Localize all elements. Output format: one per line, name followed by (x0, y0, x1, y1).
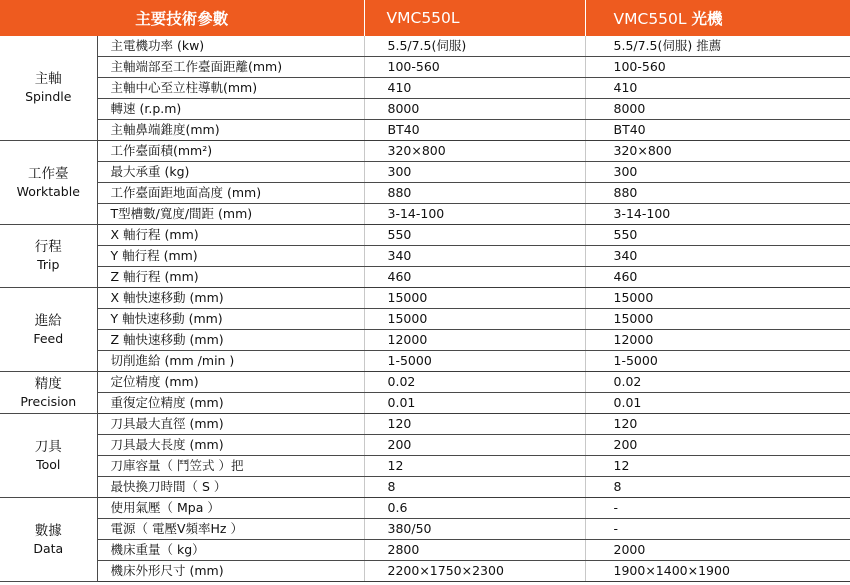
spec-item-name: Z 軸行程 (mm) (97, 267, 364, 288)
model-1-value: 8000 (364, 99, 585, 120)
model-1-header: VMC550L (364, 0, 585, 36)
table-row (0, 99, 850, 120)
model-2-value: - (585, 519, 850, 540)
model-2-value: 8000 (585, 99, 850, 120)
table-row (0, 456, 850, 477)
model-1-value: 320×800 (364, 141, 585, 162)
table-row (0, 267, 850, 288)
group-label (0, 225, 97, 288)
spec-item-name: 刀具最大直徑 (mm) (97, 414, 364, 435)
model-2-value: 880 (585, 183, 850, 204)
model-2-value: 1-5000 (585, 351, 850, 372)
group-label-en: Worktable (16, 183, 80, 199)
model-1-value: 340 (364, 246, 585, 267)
group-label-en: Trip (37, 257, 60, 272)
model-2-value: 0.01 (585, 393, 850, 414)
model-2-suffix: 光機 (691, 10, 723, 28)
model-1-value: 0.02 (364, 372, 585, 393)
group-label-zh: 行程 (34, 239, 62, 255)
group-label (0, 372, 97, 414)
spec-item-name: 主軸端部至工作臺面距離(mm) (97, 57, 364, 78)
group-label (0, 288, 97, 372)
table-row (0, 372, 850, 393)
table-row (0, 435, 850, 456)
group-label-zh: 主軸 (34, 71, 62, 87)
model-2-value: 12 (585, 456, 850, 477)
group-label-en: Spindle (25, 89, 72, 104)
table-title: 主要技術參數 (0, 0, 364, 36)
group-label-en: Tool (36, 456, 61, 472)
table-row (0, 414, 850, 435)
model-2-value: 200 (585, 435, 850, 456)
spec-item-name: 刀庫容量（ 鬥笠式 ）把 (97, 456, 364, 477)
table-row (0, 561, 850, 582)
model-1-value: 8 (364, 477, 585, 498)
model-1-value: 1-5000 (364, 351, 585, 372)
model-2-value: 460 (585, 267, 850, 288)
group-label-zh: 精度 (34, 375, 62, 392)
model-2-value: 15000 (585, 288, 850, 309)
spec-item-name: 工作臺面距地面高度 (mm) (97, 183, 364, 204)
model-2-value: 100-560 (585, 57, 850, 78)
model-2-value: 15000 (585, 309, 850, 330)
model-1-value: 300 (364, 162, 585, 183)
table-row (0, 288, 850, 309)
model-1-value: 200 (364, 435, 585, 456)
model-2-value: 410 (585, 78, 850, 99)
model-1-value: 15000 (364, 309, 585, 330)
model-1-value: 0.01 (364, 393, 585, 414)
table-row (0, 393, 850, 414)
table-row (0, 309, 850, 330)
model-2-value: 8 (585, 477, 850, 498)
spec-item-name: Z 軸快速移動 (mm) (97, 330, 364, 351)
model-2-value: - (585, 498, 850, 519)
table-row (0, 120, 850, 141)
spec-item-name: 最大承重 (kg) (97, 162, 364, 183)
spec-table-header (0, 0, 850, 36)
model-1-value: 2800 (364, 540, 585, 561)
spec-item-name: 主軸鼻端錐度(mm) (97, 120, 364, 141)
spec-item-name: Y 軸行程 (mm) (97, 246, 364, 267)
table-row (0, 330, 850, 351)
spec-item-name: 轉速 (r.p.m) (97, 99, 364, 120)
table-row (0, 351, 850, 372)
table-row (0, 477, 850, 498)
spec-item-name: 電源（ 電壓V頻率Hz ） (97, 519, 364, 540)
table-row (0, 519, 850, 540)
model-1-value: 5.5/7.5(伺服) (364, 36, 585, 57)
spec-item-name: 切削進給 (mm /min ) (97, 351, 364, 372)
model-1-value: 15000 (364, 288, 585, 309)
group-label-zh: 刀具 (34, 438, 62, 455)
table-row (0, 183, 850, 204)
group-label-zh: 工作臺 (28, 165, 69, 182)
model-2-value: 3-14-100 (585, 204, 850, 225)
spec-item-name: 機床重量（ kg） (97, 540, 364, 561)
model-2-name: VMC550L (613, 10, 692, 28)
model-2-value: 1900×1400×1900 (585, 561, 850, 582)
spec-item-name: 主軸中心至立柱導軌(mm) (97, 78, 364, 99)
model-2-value: 120 (585, 414, 850, 435)
model-2-value: 0.02 (585, 372, 850, 393)
group-label-en: Data (33, 540, 64, 556)
model-1-value: 410 (364, 78, 585, 99)
model-1-value: 12000 (364, 330, 585, 351)
table-row (0, 204, 850, 225)
group-label (0, 414, 97, 498)
spec-item-name: 機床外形尺寸 (mm) (97, 561, 364, 582)
table-row (0, 162, 850, 183)
table-row (0, 57, 850, 78)
spec-item-name: 重復定位精度 (mm) (97, 393, 364, 414)
model-1-value: 380/50 (364, 519, 585, 540)
spec-item-name: 主電機功率 (kw) (97, 36, 364, 57)
table-row (0, 498, 850, 519)
table-row (0, 540, 850, 561)
model-1-value: BT40 (364, 120, 585, 141)
spec-item-name: 工作臺面積(mm²) (97, 141, 364, 162)
spec-item-name: 定位精度 (mm) (97, 372, 364, 393)
table-row (0, 36, 850, 57)
model-2-value: BT40 (585, 120, 850, 141)
spec-item-name: X 軸行程 (mm) (97, 225, 364, 246)
model-2-value: 300 (585, 162, 850, 183)
spec-item-name: T型槽數/寬度/間距 (mm) (97, 204, 364, 225)
model-1-value: 12 (364, 456, 585, 477)
model-2-value: 5.5/7.5(伺服) 推薦 (585, 36, 850, 57)
model-1-value: 2200×1750×2300 (364, 561, 585, 582)
table-row (0, 141, 850, 162)
model-1-value: 3-14-100 (364, 204, 585, 225)
group-label-en: Precision (20, 393, 77, 409)
model-2-value: 2000 (585, 540, 850, 561)
group-label-en: Feed (33, 330, 64, 346)
model-2-header (585, 0, 850, 36)
model-1-value: 120 (364, 414, 585, 435)
group-label-zh: 數據 (34, 522, 62, 539)
spec-item-name: X 軸快速移動 (mm) (97, 288, 364, 309)
model-1-value: 0.6 (364, 498, 585, 519)
model-2-value: 320×800 (585, 141, 850, 162)
group-label-zh: 進給 (34, 312, 62, 329)
model-1-value: 100-560 (364, 57, 585, 78)
model-2-value: 340 (585, 246, 850, 267)
table-row (0, 246, 850, 267)
spec-item-name: 使用氣壓（ Mpa ） (97, 498, 364, 519)
model-2-value: 12000 (585, 330, 850, 351)
model-1-value: 550 (364, 225, 585, 246)
spec-table-body (0, 36, 850, 582)
table-row (0, 78, 850, 99)
spec-item-name: Y 軸快速移動 (mm) (97, 309, 364, 330)
group-label (0, 498, 97, 582)
model-1-value: 460 (364, 267, 585, 288)
spec-item-name: 刀具最大長度 (mm) (97, 435, 364, 456)
spec-item-name: 最快換刀時間（ S ） (97, 477, 364, 498)
group-label (0, 141, 97, 225)
group-label (0, 36, 97, 141)
model-2-value: 550 (585, 225, 850, 246)
table-row (0, 225, 850, 246)
model-1-value: 880 (364, 183, 585, 204)
